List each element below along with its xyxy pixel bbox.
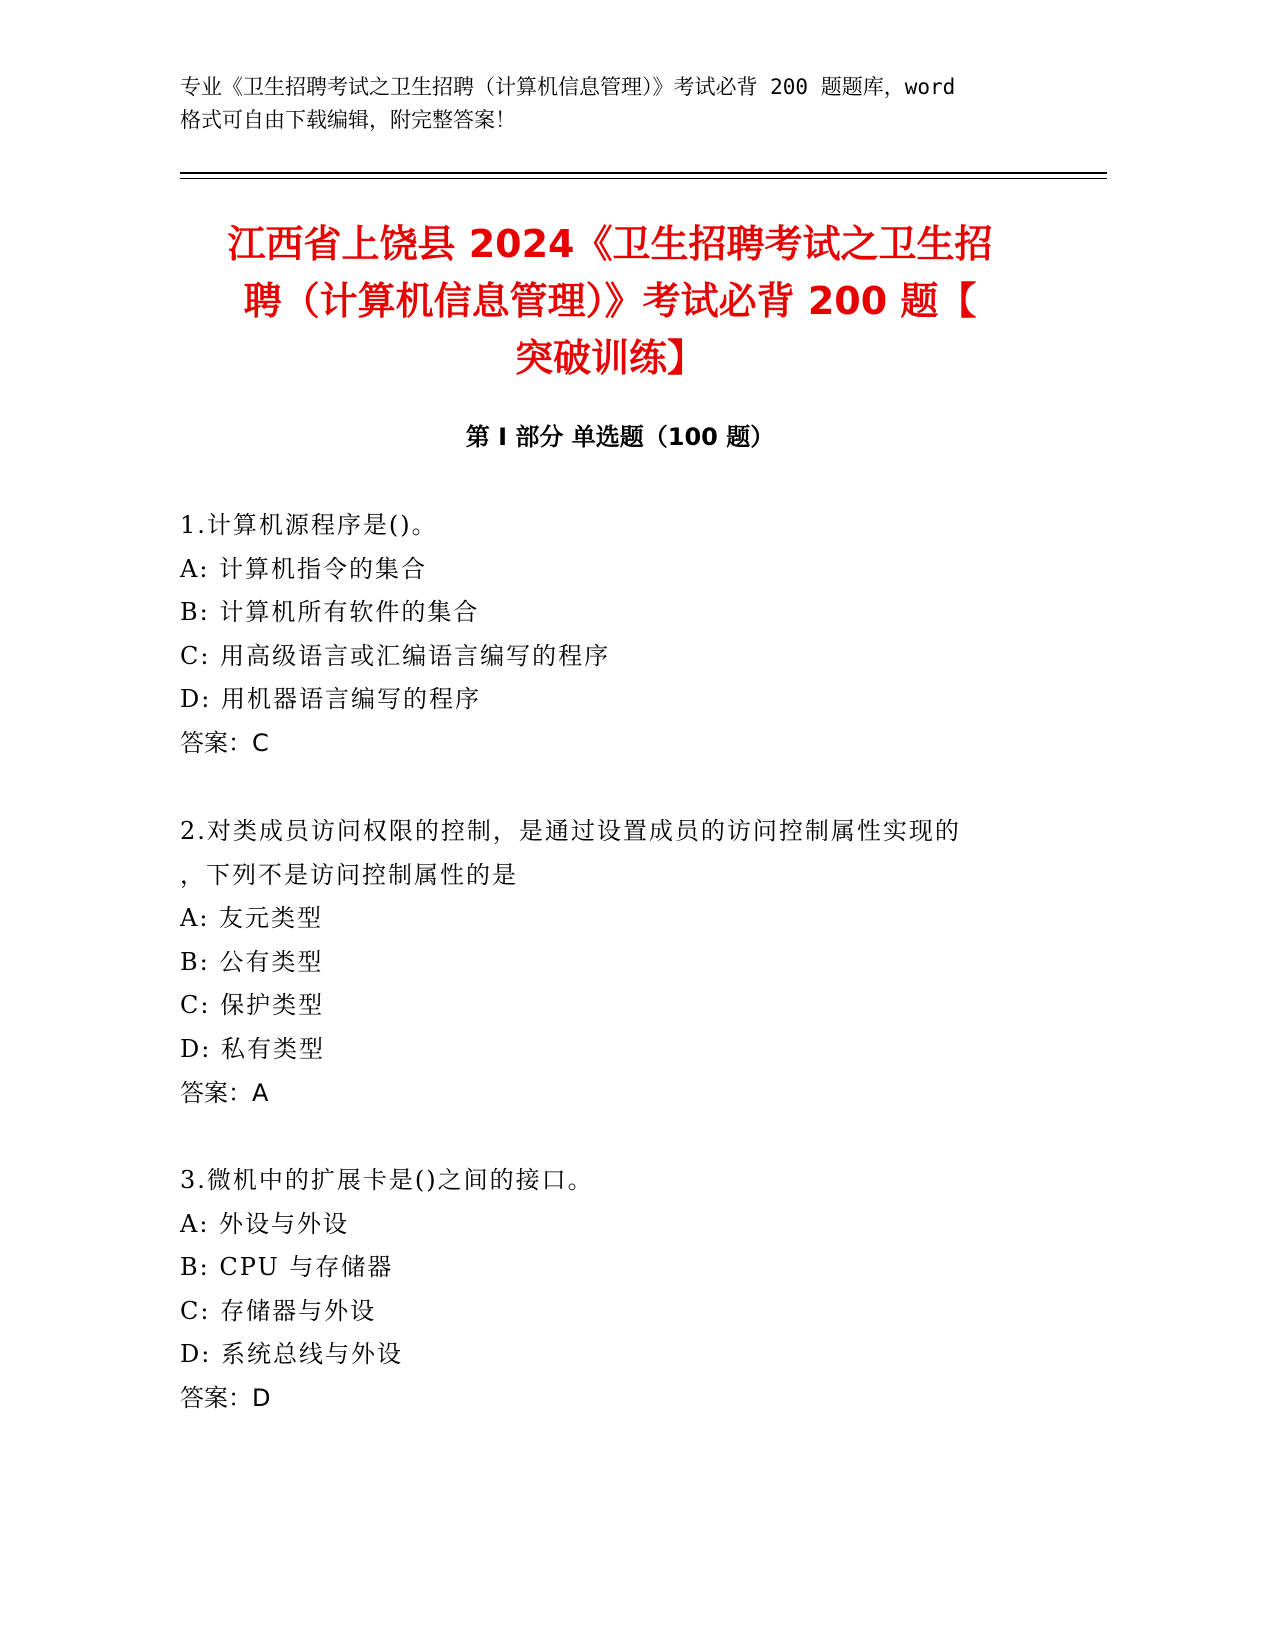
header-divider-thin: [180, 178, 1107, 179]
section-title: 第 I 部分 单选题（100 题）: [465, 423, 775, 451]
option-b: B: 计算机所有软件的集合: [180, 598, 480, 627]
option-d: D: 系统总线与外设: [180, 1340, 403, 1369]
question-stem: 2.对类成员访问权限的控制，是通过设置成员的访问控制属性实现的: [180, 817, 961, 845]
option-c: C: 用高级语言或汇编语言编写的程序: [180, 641, 611, 670]
option-d: D: 私有类型: [180, 1034, 325, 1063]
document-title: [180, 216, 1040, 387]
question-stem: 1.计算机源程序是()。: [180, 511, 438, 539]
option-c: C: 保护类型: [180, 991, 325, 1020]
header-note: [180, 71, 1060, 137]
option-b: B: CPU 与存储器: [180, 1253, 394, 1282]
header-note-line: 专业《卫生招聘考试之卫生招聘（计算机信息管理）》考试必背 200 题题库，word: [180, 75, 956, 99]
question-stem: ，下列不是访问控制属性的是: [180, 860, 518, 889]
option-a: A: 计算机指令的集合: [180, 554, 428, 583]
document-title-line: 江西省上饶县 2024《卫生招聘考试之卫生招: [227, 222, 993, 266]
answer: 答案：D: [180, 1383, 271, 1412]
answer: 答案：C: [180, 728, 269, 757]
question-stem: 3.微机中的扩展卡是()之间的接口。: [180, 1166, 594, 1194]
option-a: A: 外设与外设: [180, 1209, 350, 1238]
header-note-line: 格式可自由下载编辑，附完整答案！: [180, 108, 516, 132]
answer: 答案：A: [180, 1078, 269, 1107]
question-2: [180, 810, 1060, 1115]
option-b: B: 公有类型: [180, 947, 324, 976]
document-title-line: 聘（计算机信息管理）》考试必背 200 题【: [243, 279, 977, 323]
document-title-line: 突破训练】: [514, 336, 705, 380]
option-d: D: 用机器语言编写的程序: [180, 685, 481, 714]
question-3: [180, 1159, 1060, 1421]
option-a: A: 友元类型: [180, 904, 324, 933]
header-divider-thick: [180, 172, 1107, 174]
option-c: C: 存储器与外设: [180, 1296, 377, 1325]
question-1: [180, 504, 1060, 766]
